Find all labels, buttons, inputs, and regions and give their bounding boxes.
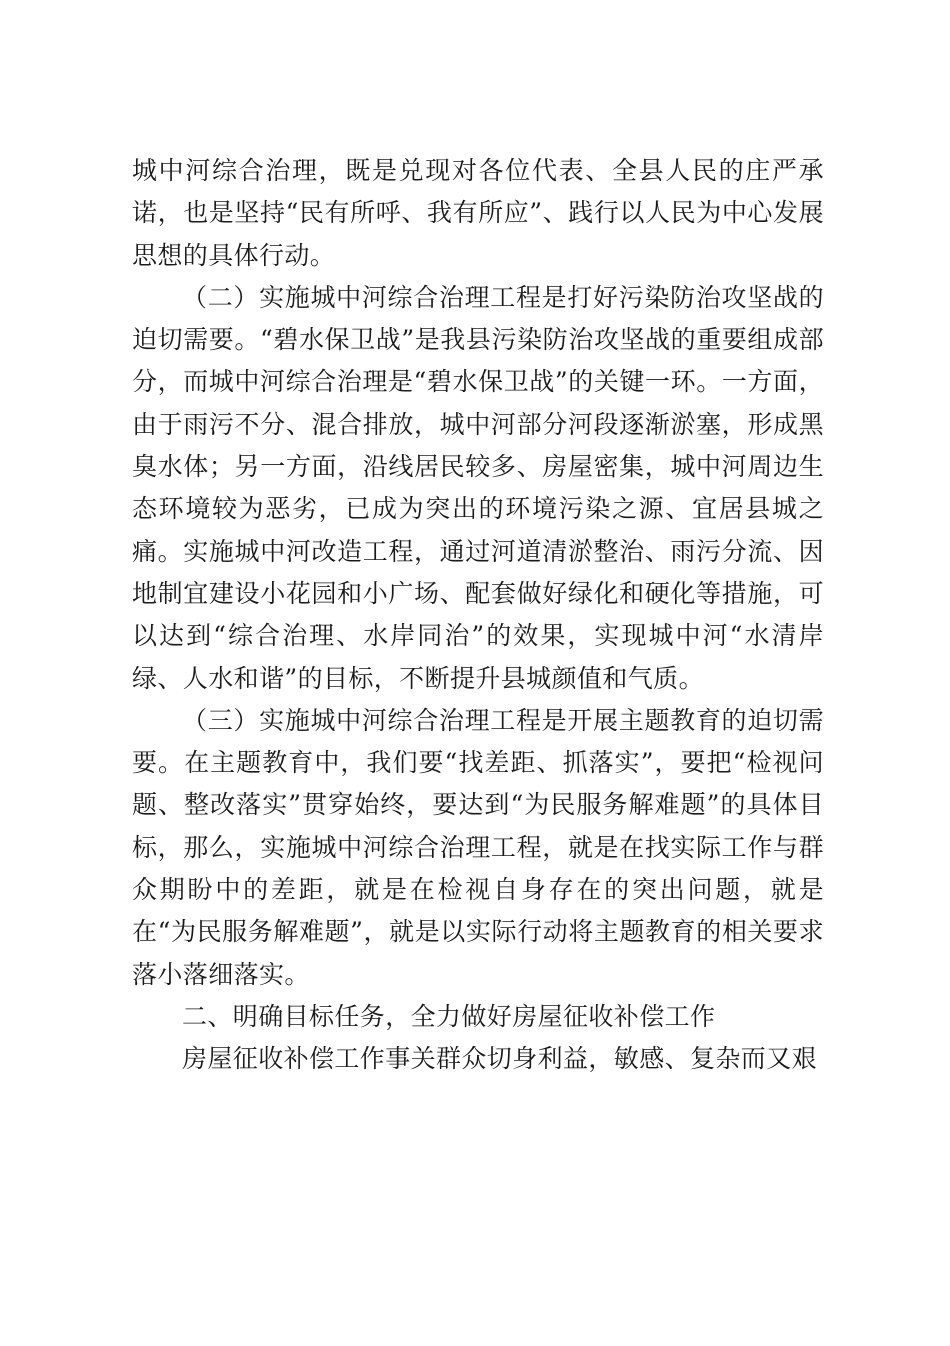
heading-part-two: 二、明确目标任务，全力做好房屋征收补偿工作 [182, 1001, 716, 1031]
paragraph-section-three: （三）实施城中河综合治理工程是开展主题教育的迫切需要。在主题教育中，我们要“找差距、抓落实”，要把“检视问题、整改落实”贯穿始终，要达到“为民服务解难题”的具体目标，那么，实施城中河综合治理工程，就是在找实际工作与群众期盼中的差距，就是在检视自身存在的突出问题，就是在“为民服务解难题”，就是以实际行动将主题教育的相关要求落小落细落实。 [132, 705, 824, 989]
paragraph-continuation: 城中河综合治理，既是兑现对各位代表、全县人民的庄严承诺，也是坚持“民有所呼、我有所应”、践行以人民为中心发展思想的具体行动。 [132, 156, 824, 270]
paragraph-housing-compensation: 房屋征收补偿工作事关群众切身利益，敏感、复杂而又艰 [182, 1044, 818, 1074]
document-body [132, 150, 824, 1081]
paragraph-section-two: （二）实施城中河综合治理工程是打好污染防治攻坚战的迫切需要。“碧水保卫战”是我县污染防治攻坚战的重要组成部分，而城中河综合治理是“碧水保卫战”的关键一环。一方面，由于雨污不分、混合排放，城中河部分河段逐渐淤塞，形成黑臭水体；另一方面，沿线居民较多、房屋密集，城中河周边生态环境较为恶劣，已成为突出的环境污染之源、宜居县城之痛。实施城中河改造工程，通过河道清淤整治、雨污分流、因地制宜建设小花园和小广场、配套做好绿化和硬化等措施，可以达到“综合治理、水岸同治”的效果，实现城中河“水清岸绿、人水和谐”的目标，不断提升县城颜值和气质。 [132, 282, 824, 693]
